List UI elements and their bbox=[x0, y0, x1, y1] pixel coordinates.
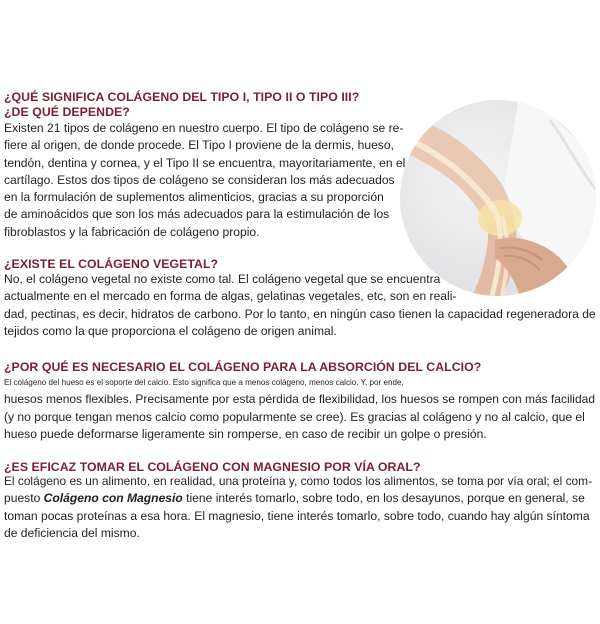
section-4-line-2-pre: puesto bbox=[4, 491, 44, 506]
product-name: Colágeno con Magnesio bbox=[43, 491, 183, 506]
section-1-body bbox=[4, 120, 405, 241]
section-2-line-4: tejidos como la que proporciona el colágeno de origen animal. bbox=[4, 323, 337, 338]
section-1-line-3: tendón, dentina y cornea, y el Tipo II se encuentra, mayoritariamente, en el bbox=[4, 155, 406, 170]
section-1-line-5: en la formulación de suplementos alimenticios, gracias a su proporción bbox=[4, 190, 384, 205]
section-2-line-1: No, el colágeno vegetal no existe como tal. El colágeno vegetal que se encuentra bbox=[4, 272, 441, 286]
section-4-line-4: de deficiencia del mismo. bbox=[4, 525, 140, 540]
section-1-line-6: de aminoácidos que son los más adecuados para la estimulación de los bbox=[4, 207, 390, 222]
section-1-heading bbox=[4, 90, 359, 120]
section-1-line-2: fiere al origen, de donde procede. El Tipo I proviene de la dermis, hueso, bbox=[4, 138, 394, 153]
section-2-heading bbox=[4, 257, 218, 272]
section-4-heading-line-1: ¿ES EFICAZ TOMAR EL COLÁGENO CON MAGNESIO POR VÍA ORAL? bbox=[4, 460, 421, 474]
section-4-line-1: El colágeno es un alimento, en realidad, una proteína y, como todos los alimentos, se toma por vía oral; el com- bbox=[4, 474, 593, 488]
section-4-line-2 bbox=[4, 490, 592, 507]
section-3-heading bbox=[4, 360, 481, 375]
section-3-heading-line-1: ¿POR QUÉ ES NECESARIO EL COLÁGENO PARA LA ABSORCIÓN DEL CALCIO? bbox=[4, 360, 482, 374]
elbow-illustration bbox=[400, 100, 596, 296]
section-4-line-2-post: tiene interés tomarlo, sobre todo, en los desayunos, porque en general, se bbox=[182, 491, 585, 506]
section-2-line-2: actualmente en el mercado en forma de algas, gelatinas vegetales, etc, son en reali- bbox=[4, 289, 457, 304]
section-2-line-3: dad, pectinas, es decir, hidratos de carbono. Por lo tanto, en ningún caso tienen la capacidad regeneradora de bbox=[4, 306, 596, 321]
section-3-body bbox=[4, 374, 595, 443]
section-3-line-1: El colágeno del hueso es el soporte del calcio. Esto significa que a menos colágeno, menos calcio. Y, por ende, bbox=[4, 378, 404, 387]
section-1-line-7: fibroblastos y la fabricación de colágeno propio. bbox=[4, 224, 260, 239]
section-2-body bbox=[4, 271, 596, 340]
section-1-heading-line-1: ¿QUÉ SIGNIFICA COLÁGENO DEL TIPO I, TIPO II O TIPO III? bbox=[4, 90, 360, 104]
section-1-line-4: cartílago. Estos dos tipos de colágeno se consideran los más adecuados bbox=[4, 172, 395, 187]
section-4-line-3: toman pocas proteínas a esa hora. El magnesio, tiene interés tomarlo, sobre todo, cuando hay algún síntoma bbox=[4, 508, 590, 523]
section-2-heading-line-1: ¿EXISTE EL COLÁGENO VEGETAL? bbox=[4, 257, 219, 271]
section-3-line-2: huesos menos flexibles. Precisamente por esta pérdida de flexibilidad, los huesos se rompen con más facilidad bbox=[4, 392, 595, 407]
section-1-line-1: Existen 21 tipos de colágeno en nuestro cuerpo. El tipo de colágeno se re- bbox=[4, 121, 404, 135]
section-4-body bbox=[4, 473, 592, 542]
section-3-line-3: (y no porque tengan menos calcio como popularmente se cree). Es gracias al colágeno y no al calcio, que el bbox=[4, 409, 585, 424]
section-1-heading-line-2: ¿DE QUÉ DEPENDE? bbox=[4, 105, 130, 119]
section-3-line-4: hueso puede deformarse ligeramente sin romperse, en caso de recibir un golpe o presión. bbox=[4, 426, 487, 441]
elbow-pain-photo bbox=[400, 100, 596, 296]
